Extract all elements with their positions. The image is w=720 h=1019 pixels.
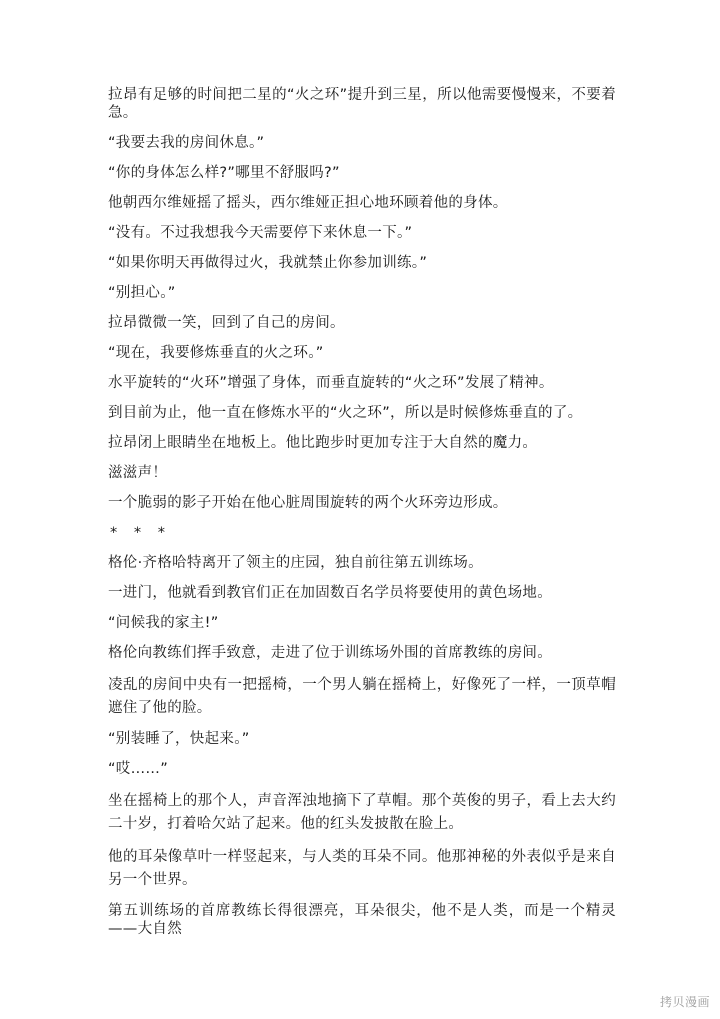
paragraph: 他朝西尔维娅摇了摇头，西尔维娅正担心地环顾着他的身体。 bbox=[108, 195, 508, 211]
paragraph: 坐在摇椅上的那个人，声音浑浊地摘下了草帽。那个英俊的男子，看上去大约二十岁，打着哈欠站了起来。他的红头发披散在脸上。 bbox=[108, 793, 616, 832]
text-body bbox=[108, 86, 616, 950]
paragraph: 水平旋转的“火环”增强了身体，而垂直旋转的“火之环”发展了精神。 bbox=[108, 375, 554, 391]
paragraph: “我要去我的房间休息。” bbox=[108, 135, 265, 151]
paragraph: 拉昂微微一笑，回到了自己的房间。 bbox=[108, 315, 345, 331]
watermark: 拷贝漫画 bbox=[659, 995, 710, 1009]
paragraph: “哎……” bbox=[108, 761, 169, 777]
paragraph: 拉昂闭上眼睛坐在地板上。他比跑步时更加专注于大自然的魔力。 bbox=[108, 435, 538, 451]
paragraph: “现在，我要修炼垂直的火之环。” bbox=[108, 345, 324, 361]
paragraph: “别担心。” bbox=[108, 285, 176, 301]
paragraph: 一个脆弱的影子开始在他心脏周围旋转的两个火环旁边形成。 bbox=[108, 495, 508, 511]
paragraph: 格伦·齐格哈特离开了领主的庄园，独自前往第五训练场。 bbox=[108, 555, 483, 571]
paragraph: 凌乱的房间中央有一把摇椅，一个男人躺在摇椅上，好像死了一样，一顶草帽遮住了他的脸。 bbox=[108, 677, 616, 716]
paragraph: “没有。不过我想我今天需要停下来休息一下。” bbox=[108, 225, 413, 241]
paragraph: 他的耳朵像草叶一样竖起来，与人类的耳朵不同。他那神秘的外表似乎是来自另一个世界。 bbox=[108, 849, 616, 888]
paragraph: 到目前为止，他一直在修炼水平的“火之环”，所以是时候修炼垂直的了。 bbox=[108, 405, 583, 421]
paragraph: 格伦向教练们挥手致意，走进了位于训练场外围的首席教练的房间。 bbox=[108, 645, 552, 661]
paragraph: 一进门，他就看到教官们正在加固数百名学员将要使用的黄色场地。 bbox=[108, 585, 552, 601]
paragraph: 第五训练场的首席教练长得很漂亮，耳朵很尖，他不是人类，而是一个精灵——大自然 bbox=[108, 903, 616, 937]
paragraph: “问候我的家主!” bbox=[108, 615, 219, 631]
paragraph: “如果你明天再做得过火，我就禁止你参加训练。” bbox=[108, 255, 428, 271]
paragraph: 滋滋声！ bbox=[108, 465, 168, 481]
paragraph: 拉昂有足够的时间把二星的“火之环”提升到三星，所以他需要慢慢来，不要着急。 bbox=[108, 87, 616, 121]
paragraph: “别装睡了，快起来。” bbox=[108, 731, 250, 747]
section-separator: * * * bbox=[110, 525, 171, 541]
paragraph: “你的身体怎么样?”哪里不舒服吗?” bbox=[108, 165, 340, 181]
